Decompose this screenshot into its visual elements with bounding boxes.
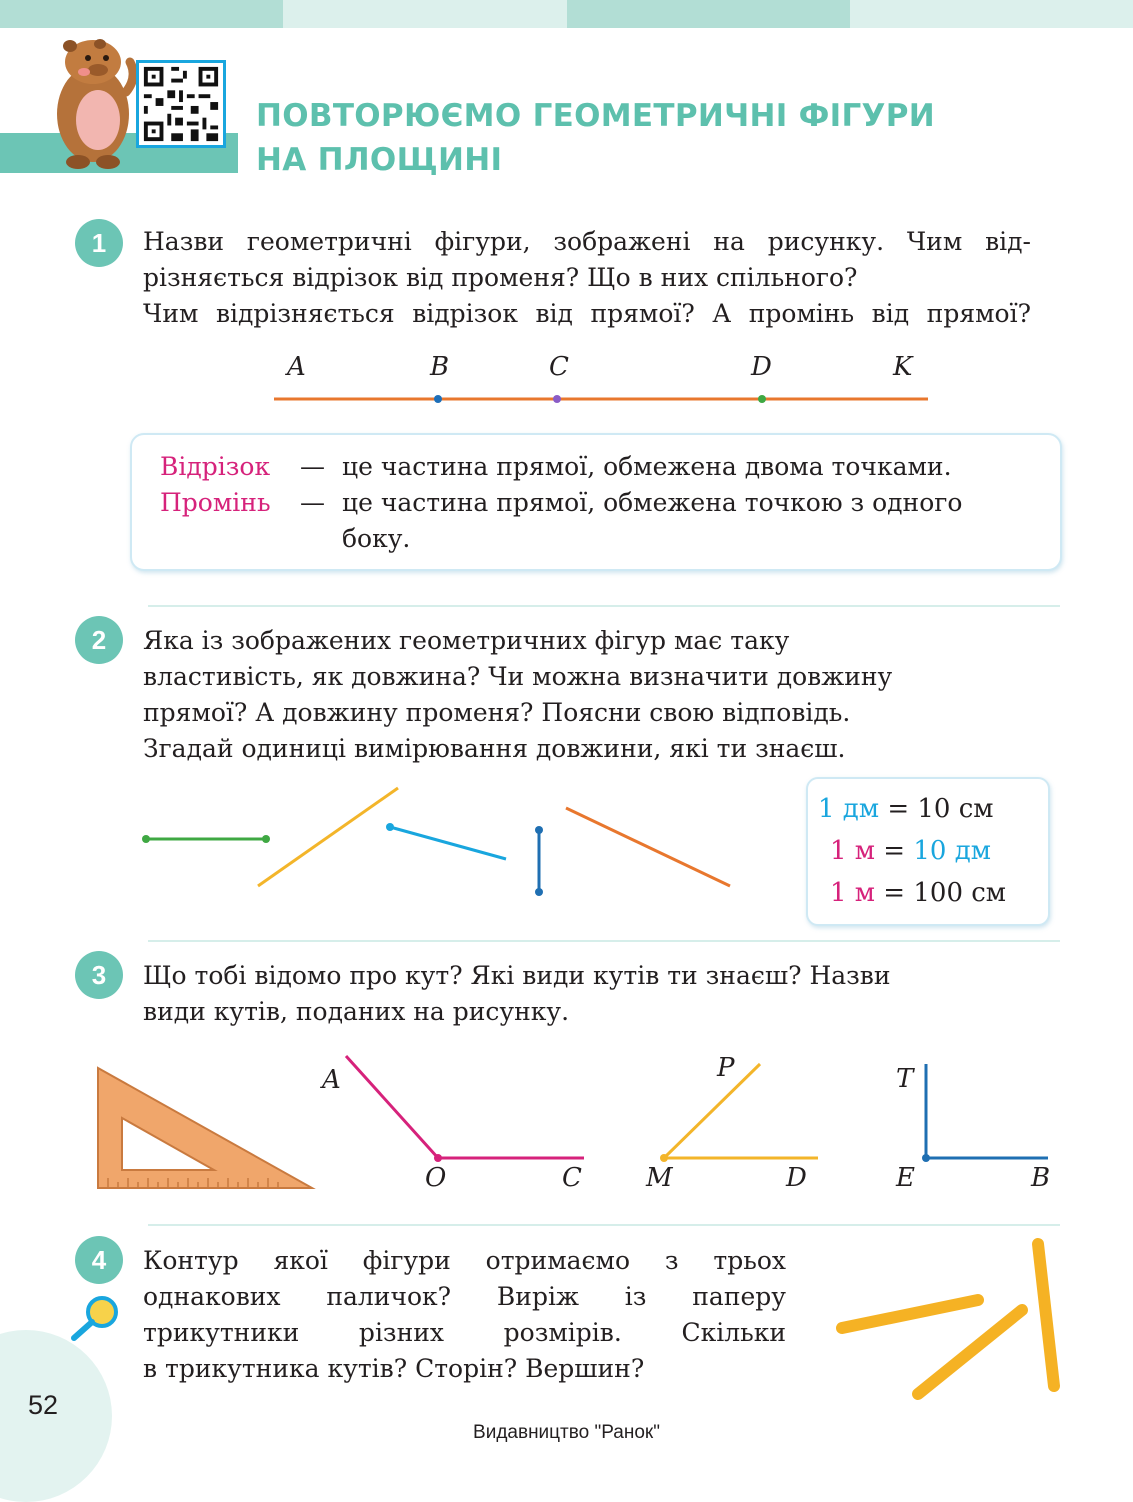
green-segment-end	[262, 835, 270, 843]
unit-right: 10 см	[917, 794, 994, 824]
unit-eq: =	[883, 836, 906, 866]
qr-code[interactable]	[136, 60, 226, 148]
separator	[148, 605, 1060, 607]
angle-label-c: C	[562, 1163, 582, 1193]
page-title-line-2: НА ПЛОЩИНІ	[256, 142, 503, 178]
angle-aoc	[340, 1050, 590, 1165]
angle-label-m: M	[646, 1163, 673, 1193]
task-number-3: 3	[75, 951, 123, 999]
stick	[842, 1300, 978, 1328]
angle-label-e: E	[896, 1163, 915, 1193]
line-figure	[270, 390, 932, 408]
magnifier-icon	[68, 1292, 124, 1344]
definition-text: це частина прямої, обмежена двома точками.	[342, 452, 952, 481]
definition-segment	[160, 449, 952, 485]
definition-dash: —	[300, 488, 325, 517]
term-ray: Промінь	[160, 488, 271, 517]
unit-right: 100 см	[913, 878, 1007, 908]
point-d	[758, 395, 766, 403]
page-title	[256, 94, 956, 182]
set-square-icon	[94, 1064, 316, 1192]
point-label-d: D	[751, 352, 772, 382]
capybara-mascot-icon	[48, 32, 143, 172]
task-number-2: 2	[75, 616, 123, 664]
angle-label-p: P	[717, 1053, 735, 1083]
darkblue-segment-end	[535, 888, 543, 896]
term-segment: Відрізок	[160, 452, 271, 481]
point-label-b: B	[430, 352, 450, 382]
page-number: 52	[28, 1390, 59, 1420]
task-1-line: Назви геометричні фігури, зображені на рисунку. Чим від-	[143, 227, 1031, 256]
page-title-line-1: ПОВТОРЮЄМО ГЕОМЕТРИЧНІ ФІГУРИ	[256, 98, 936, 134]
task-4-line: в трикутника кутів? Сторін? Вершин?	[143, 1354, 645, 1383]
definition-ray	[160, 485, 963, 521]
top-bar-segment-2	[283, 0, 567, 28]
task-3-text	[143, 958, 1043, 1030]
separator	[148, 1224, 1060, 1226]
task-3-line: види кутів, поданих на рисунку.	[143, 997, 570, 1026]
top-bar-segment-4	[850, 0, 1133, 28]
angle-pmd	[658, 1060, 823, 1164]
task-3-line: Що тобі відомо про кут? Які види кутів ти знаєш? Назви	[143, 961, 891, 990]
angle-label-a: A	[322, 1065, 341, 1095]
definition-dash: —	[300, 452, 325, 481]
point-b	[434, 395, 442, 403]
unit-row	[830, 833, 991, 869]
point-label-c: C	[549, 352, 569, 382]
task-2-line: прямої? А довжину променя? Поясни свою відповідь.	[143, 698, 851, 727]
darkblue-segment-end	[535, 826, 543, 834]
angle-label-o: O	[425, 1163, 447, 1193]
angle-teb	[920, 1062, 1050, 1164]
task-1-line: Чим відрізняється відрізок від прямої? А промінь від прямої?	[143, 299, 1031, 328]
publisher: Видавництво "Ранок"	[473, 1422, 660, 1443]
stick	[1038, 1244, 1054, 1386]
point-c	[553, 395, 561, 403]
task-4-text	[143, 1243, 786, 1387]
blue-ray	[390, 827, 506, 859]
qr-code-icon	[139, 63, 223, 145]
top-bar-segment-3	[567, 0, 850, 28]
stick	[918, 1310, 1022, 1394]
blue-ray-start	[386, 823, 394, 831]
task-4-line: трикутники різних розмірів. Скільки	[143, 1318, 786, 1347]
green-segment-end	[142, 835, 150, 843]
task-4-line: однакових паличок? Виріж із паперу	[143, 1282, 786, 1311]
unit-row	[818, 791, 994, 827]
task-1-text	[143, 224, 1031, 332]
top-bar-segment-1	[0, 0, 283, 28]
unit-eq: =	[887, 794, 910, 824]
unit-eq: =	[883, 878, 906, 908]
unit-left: 1 м	[830, 878, 876, 908]
angle-label-b: B	[1031, 1163, 1051, 1193]
task-2-line: Яка із зображених геометричних фігур має таку	[143, 626, 790, 655]
angle-label-t: T	[896, 1064, 914, 1094]
unit-left: 1 м	[830, 836, 876, 866]
figures-lines	[138, 782, 738, 902]
unit-right: 10 дм	[913, 836, 991, 866]
unit-row	[830, 875, 1006, 911]
angle-label-d: D	[786, 1163, 807, 1193]
definition-ray-continued: боку.	[342, 524, 411, 553]
sticks-illustration	[830, 1236, 1070, 1406]
task-4-line: Контур якої фігури отримаємо з трьох	[143, 1246, 786, 1275]
separator	[148, 940, 1060, 942]
definition-text: це частина прямої, обмежена точкою з одного	[342, 488, 963, 517]
task-1-line: різняється відрізок від променя? Що в них спільного?	[143, 263, 858, 292]
point-label-k: K	[893, 352, 913, 382]
task-2-text	[143, 623, 1013, 767]
task-2-line: властивість, як довжина? Чи можна визначити довжину	[143, 662, 893, 691]
orange-line	[566, 808, 730, 886]
point-label-a: A	[287, 352, 306, 382]
unit-left: 1 дм	[818, 794, 880, 824]
yellow-line	[258, 788, 398, 886]
task-number-4: 4	[75, 1236, 123, 1284]
task-number-1: 1	[75, 219, 123, 267]
task-2-line: Згадай одиниці вимірювання довжини, які ти знаєш.	[143, 734, 846, 763]
